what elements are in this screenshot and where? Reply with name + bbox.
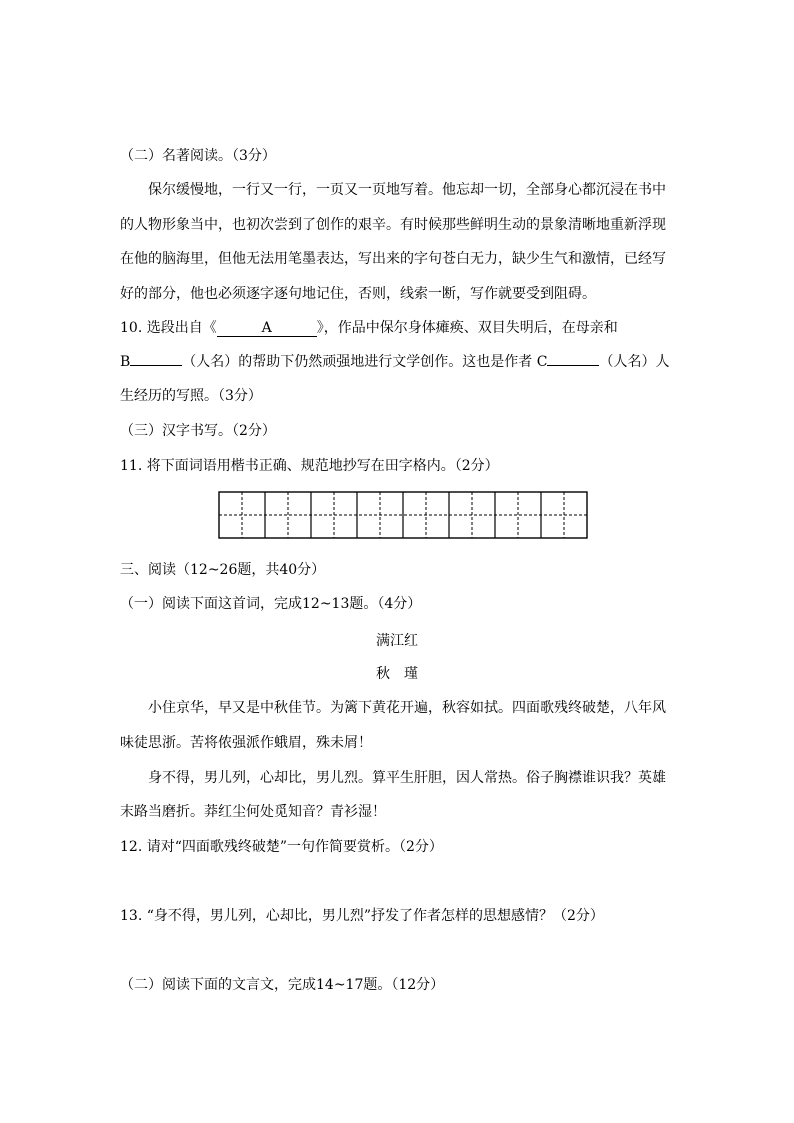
passage-line-4: 好的部分，他也必须逐字逐句地记住，否则，线索一断，写作就要受到阻碍。 bbox=[120, 286, 596, 302]
q10-text-4: （人名）人 bbox=[599, 354, 670, 370]
question-10-line-1 bbox=[120, 318, 618, 338]
poem-stanza-1-line-1: 小住京华，早又是中秋佳节。为篱下黄花开遍，秋容如拭。四面歌残终破楚，八年风 bbox=[148, 700, 666, 716]
poem-author: 秋 瑾 bbox=[376, 666, 418, 682]
blank-a[interactable]: A bbox=[217, 320, 317, 337]
q10-label-b: B bbox=[120, 354, 131, 370]
q10-text-3: （人名）的帮助下仍然顽强地进行文学创作。这也是作者 C bbox=[182, 354, 548, 370]
question-11: 11. 将下面词语用楷书正确、规范地抄写在田字格内。（2分） bbox=[120, 458, 499, 474]
poem-title: 满江红 bbox=[376, 633, 418, 649]
blank-b[interactable] bbox=[130, 365, 182, 366]
passage-line-2: 的人物形象当中，也初次尝到了创作的艰辛。有时候那些鲜明生动的景象清晰地重新浮现 bbox=[120, 217, 666, 233]
sub-heading-poem: （一）阅读下面这首词，完成12~13题。（4分） bbox=[120, 596, 422, 612]
passage-line-1: 保尔缓慢地，一行又一行，一页又一页地写着。他忘却一切，全部身心都沉浸在书中 bbox=[148, 182, 666, 198]
poem-stanza-2-line-2: 末路当磨折。莽红尘何处觅知音？青衫湿！ bbox=[120, 804, 386, 820]
blank-c[interactable] bbox=[547, 365, 599, 366]
section-heading-mingzhu: （二）名著阅读。（3分） bbox=[120, 148, 276, 164]
question-13: 13. “身不得，男儿列，心却比，男儿烈”抒发了作者怎样的思想感情？（2分） bbox=[120, 908, 604, 924]
section-heading-reading: 三、阅读（12~26题，共40分） bbox=[120, 562, 326, 578]
tianzige-grid[interactable] bbox=[218, 491, 588, 540]
passage-line-3: 在他的脑海里，但他无法用笔墨表达，写出来的字句苍白无力，缺少生气和激情，已经写 bbox=[120, 251, 666, 267]
poem-stanza-1-line-2: 味徒思浙。苦将侬强派作蛾眉，殊未屑！ bbox=[120, 735, 372, 751]
question-12: 12. 请对“四面歌残终破楚”一句作简要赏析。（2分） bbox=[120, 839, 443, 855]
question-10-line-3: 生经历的写照。（3分） bbox=[120, 388, 262, 404]
poem-stanza-2-line-1: 身不得，男儿列，心却比，男儿烈。算平生肝胆，因人常热。俗子胸襟谁识我？英雄 bbox=[148, 770, 666, 786]
q10-text-1: 10. 选段出自《 bbox=[120, 320, 217, 336]
question-10-line-2 bbox=[120, 352, 669, 372]
sub-heading-classical: （二）阅读下面的文言文，完成14~17题。（12分） bbox=[120, 977, 445, 993]
q10-text-2: 》，作品中保尔身体瘫痪、双目失明后，在母亲和 bbox=[316, 320, 618, 336]
section-heading-hanzi: （三）汉字书写。（2分） bbox=[120, 423, 276, 439]
